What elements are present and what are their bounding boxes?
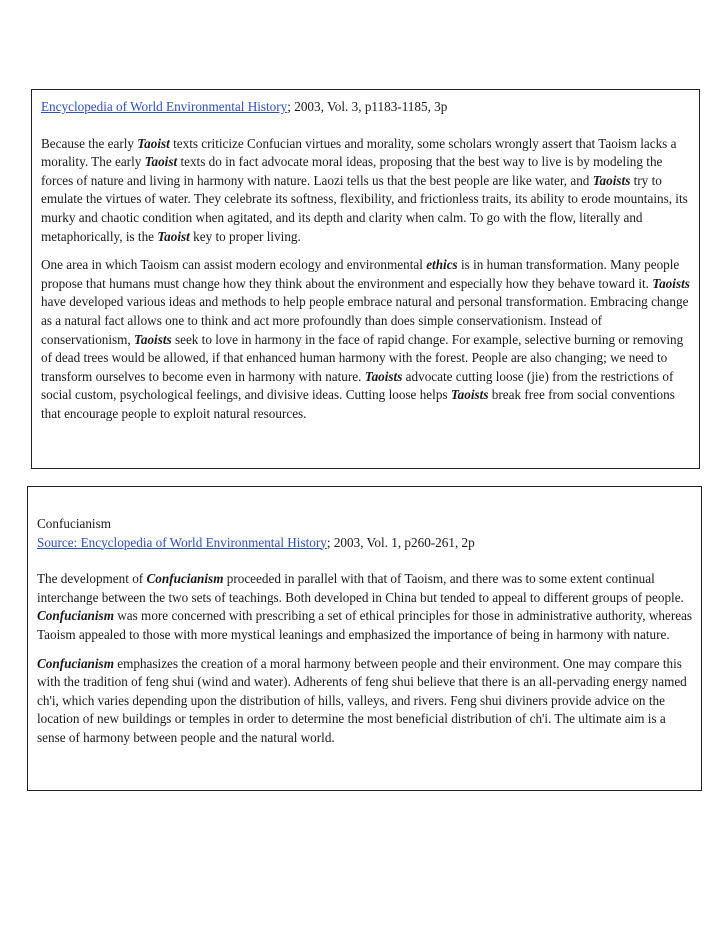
- text-run: texts do in fact advocate moral ideas, proposing that the best way to live is by modeling the forces of nature and living in harmony with nature. Laozi tells us that the best people are like water, and: [41, 154, 663, 188]
- text-run: break free from social conventions that encourage people to exploit natural resources.: [41, 387, 675, 421]
- confucianism-excerpt-box: [27, 486, 702, 791]
- keyword-confucianism: Confucianism: [37, 655, 114, 671]
- taoism-excerpt-box: [31, 89, 700, 469]
- text-run: advocate cutting loose (jie) from the restrictions of social custom, psychological feelings, and divisive ideas. Cutting loose helps: [41, 368, 674, 403]
- citation-line: [37, 534, 693, 553]
- confucianism-paragraph-1: [37, 570, 693, 644]
- text-run: proceeded in parallel with that of Taoism, and there was to some extent continual interchange between the two sets of teachings. Both developed in China but tended to appeal to different groups of people.: [37, 571, 684, 605]
- keyword-taoist: Taoist: [137, 135, 170, 151]
- taoism-excerpt-content: [32, 90, 699, 424]
- text-run: was more concerned with prescribing a set of ethical principles for those in administrative authority, whereas Taoism appealed to those with more mystical leanings and emphasized the importance of being in harmony with nature.: [37, 608, 693, 642]
- keyword-taoists: Taoists: [592, 172, 631, 188]
- text-run: seek to love in harmony in the face of rapid change. For example, selective burning or removing of dead trees would be allowed, if that enhanced human harmony with the forest. People are also changing; we need to transform ourselves to become even in harmony with nature.: [41, 331, 684, 384]
- keyword-taoist: Taoist: [144, 154, 178, 170]
- keyword-confucianism: Confucianism: [37, 608, 114, 624]
- keyword-taoists: Taoists: [450, 387, 489, 403]
- keyword-taoists: Taoists: [652, 275, 690, 291]
- citation-source-link[interactable]: Encyclopedia of World Environmental History: [41, 99, 288, 114]
- taoism-paragraph-1: [41, 135, 691, 247]
- keyword-ethics: ethics: [426, 257, 458, 273]
- taoism-paragraph-2: [41, 256, 691, 423]
- text-run: Because the early: [41, 135, 138, 151]
- text-run: is in human transformation. Many people propose that humans must change how they think about the environment and especially how they behave toward it.: [41, 257, 680, 291]
- text-run: texts criticize Confucian virtues and morality, some scholars wrongly assert that Taoism lacks a morality. The early: [41, 135, 677, 170]
- citation-details: ; 2003, Vol. 1, p260-261, 2p: [326, 534, 475, 550]
- text-run: try to emulate the virtues of water. They celebrate its softness, flexibility, and frictionless traits, its ability to erode mountains, its murky and chaotic condition when agitated, and its depth and clarity when calm. To go with the flow, literally and metaphorically, is the: [41, 172, 688, 244]
- text-run: key to proper living.: [189, 228, 301, 244]
- confucianism-excerpt-content: [28, 487, 701, 748]
- text-run: emphasizes the creation of a moral harmony between people and their environment. One may compare this with the tradition of feng shui (wind and water). Adherents of feng shui believe that there is an all-pervading energy named ch'i, which varies depending upon the distribution of hills, valleys, and rivers. Feng shui diviners provide advice on the location of new buildings or temples in order to determine the most beneficial distribution of ch'i. The ultimate aim is a sense of harmony between people and the natural world.: [37, 655, 687, 745]
- text-run: The development of: [37, 571, 147, 587]
- keyword-taoists: Taoists: [364, 368, 403, 384]
- citation-source-link[interactable]: Source: Encyclopedia of World Environmental History: [37, 534, 327, 550]
- text-run: One area in which Taoism can assist modern ecology and environmental: [41, 257, 427, 273]
- section-heading: Confucianism: [37, 516, 111, 531]
- keyword-taoist: Taoist: [157, 228, 190, 244]
- keyword-confucianism: Confucianism: [146, 571, 224, 587]
- citation-details: ; 2003, Vol. 3, p1183-1185, 3p: [287, 99, 448, 114]
- citation-line: [41, 98, 691, 117]
- keyword-taoists: Taoists: [134, 331, 172, 347]
- text-run: have developed various ideas and methods to help people embrace natural and personal transformation. Embracing change as a natural fact allows one to think and act more profoundly than does simple conservationism. Instead of conservationism,: [41, 294, 689, 347]
- confucianism-paragraph-2: [37, 655, 693, 748]
